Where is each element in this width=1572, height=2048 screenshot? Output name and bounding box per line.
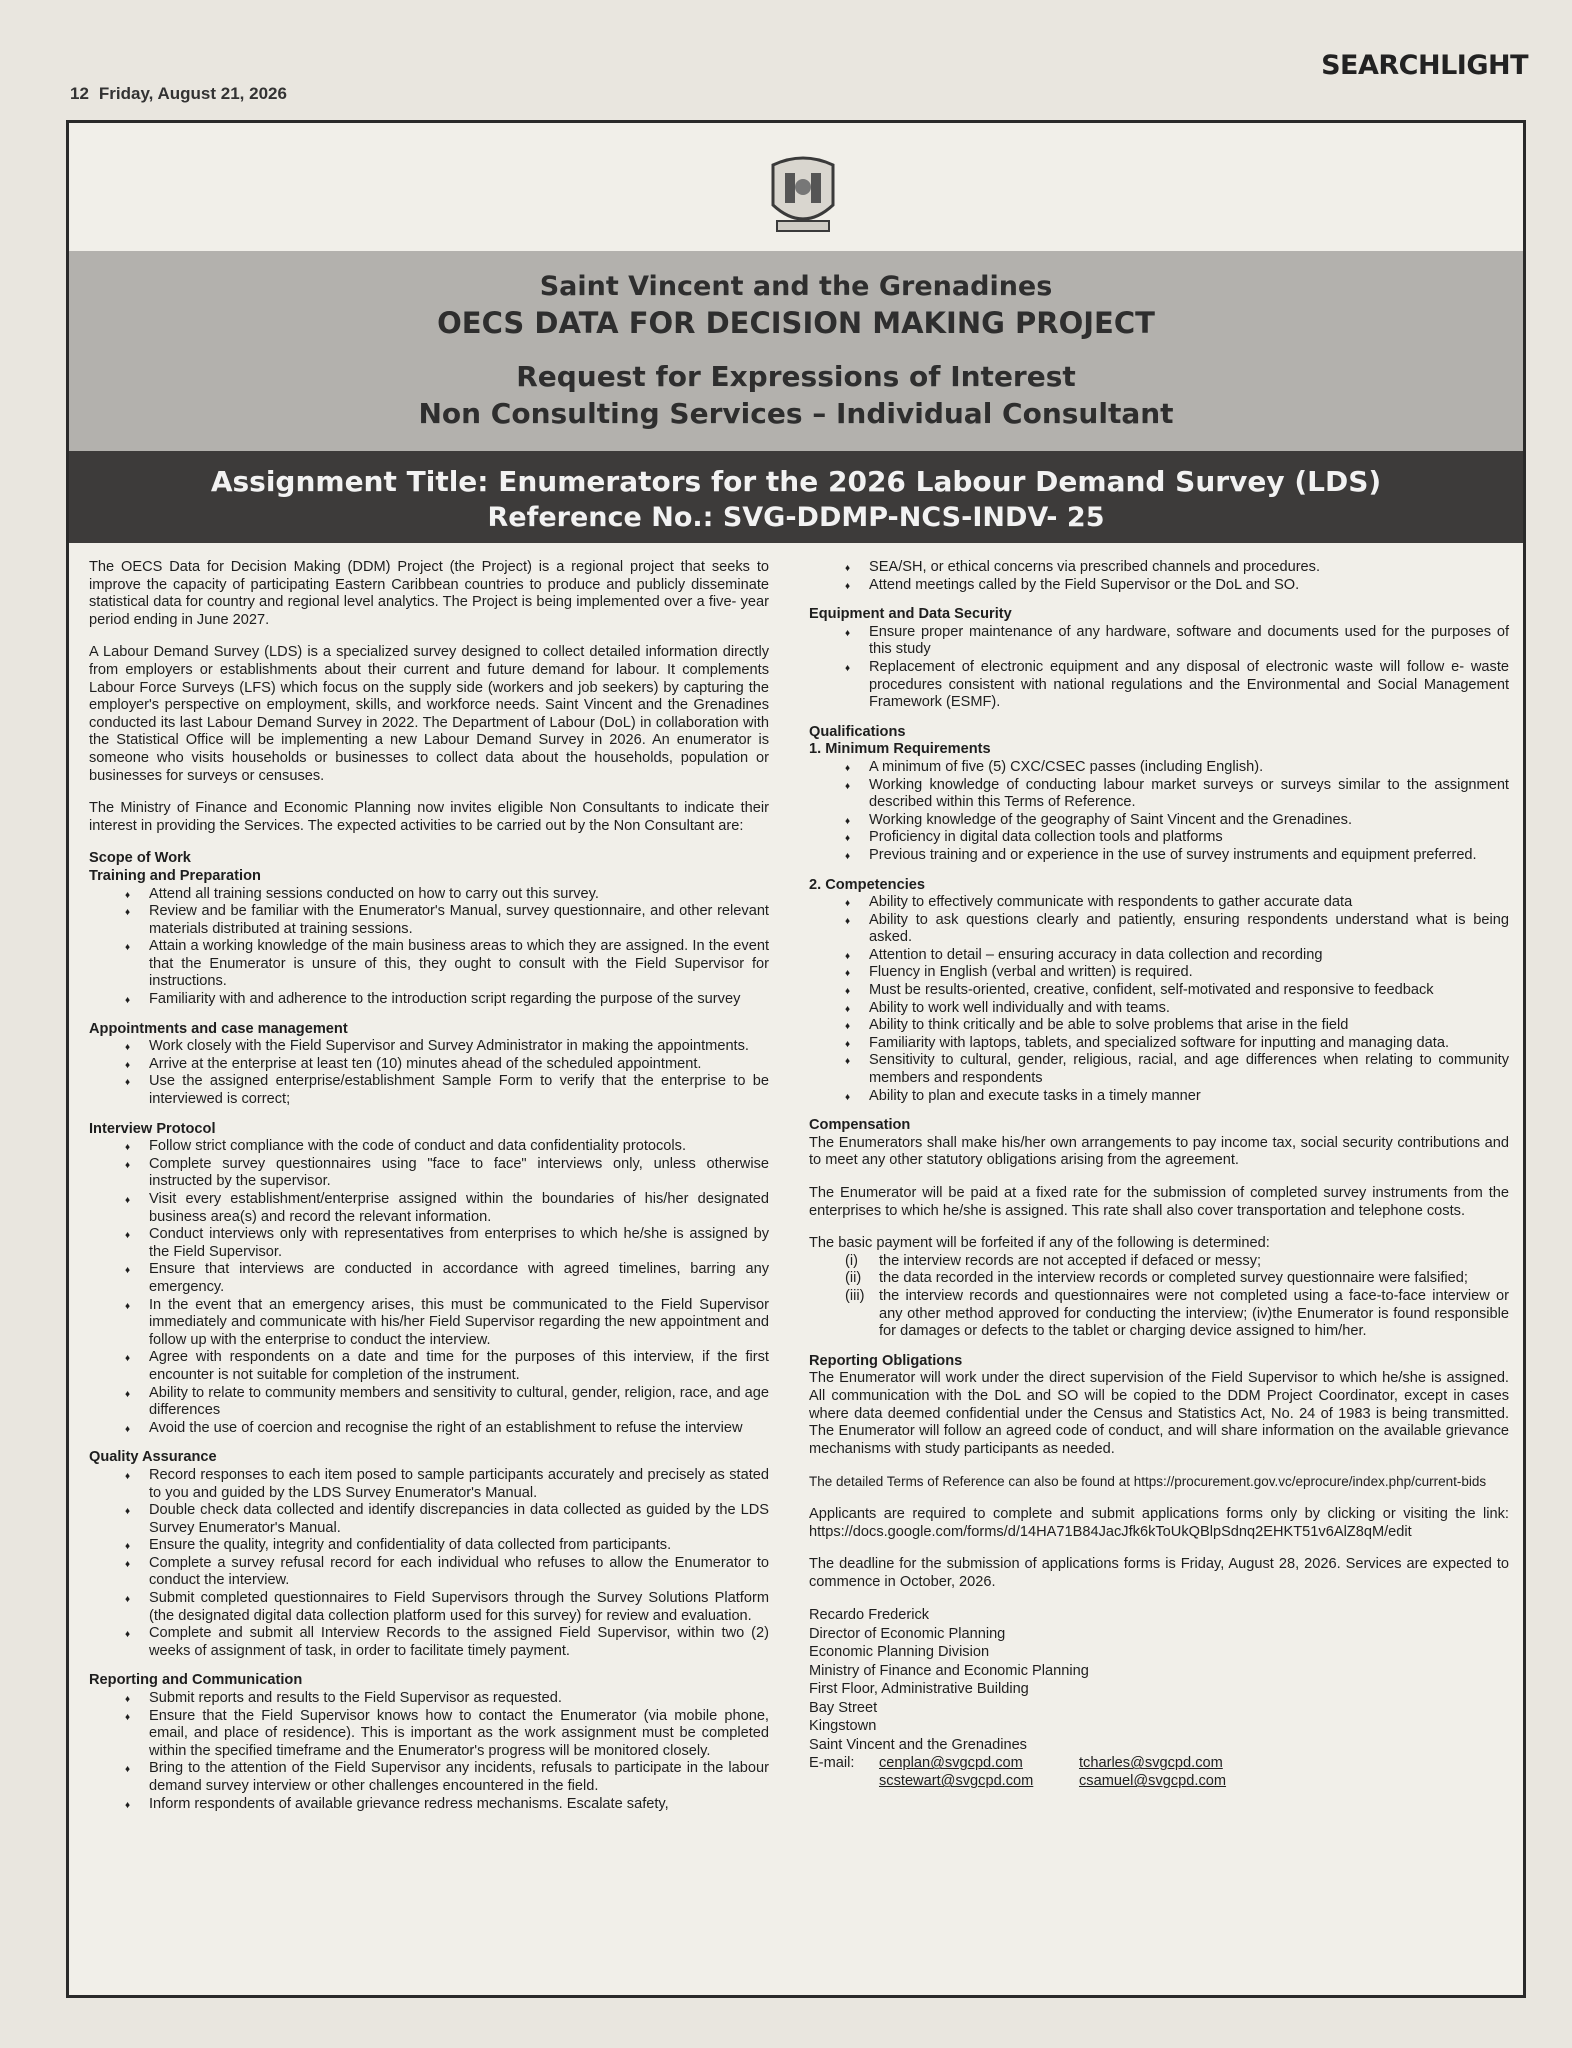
intro-paragraph: The Ministry of Finance and Economic Planning now invites eligible Non Consultants to indicate their interest in providing the Services. The expected activities to be carried out by the Non Consultant are: (89, 800, 769, 834)
quality-list (89, 1467, 769, 1661)
intro-paragraph: The OECS Data for Decision Making (DDM) Project (the Project) is a regional project that seeks to improve the capacity of participating Eastern Caribbean countries to produce and publicly disseminate statistical data for country and regional level analytics. The Project is being implemented over a five- year period ending in June 2027. (89, 559, 769, 628)
assignment-title: Assignment Title: Enumerators for the 2026 Labour Demand Survey (LDS) (210, 465, 1382, 498)
section-heading: Appointments and case management (89, 1020, 348, 1037)
list-item: ♦ Use the assigned enterprise/establishment Sample Form to verify that the enterprise to be interviewed is correct; (89, 1073, 769, 1108)
list-item: ♦ Ability to ask questions clearly and patiently, ensuring respondents understand what is being asked. (809, 912, 1509, 947)
signature-line: Bay Street (809, 1699, 878, 1716)
reference-number: Reference No.: SVG-DDMP-NCS-INDV- 25 (487, 502, 1105, 533)
application-instructions: Applicants are required to complete and submit applications forms only by clicking or visiting the link: https://docs.google.com/forms/d/14HA71B84JacJfk6kToUkQBlpSdnq2EHKT51v6AlZ8qM/edit (809, 1505, 1509, 1540)
list-item: ♦ Record responses to each item posed to sample participants accurately and precisely as stated to you and guided by the LDS Survey Enumerator's Manual. (89, 1467, 769, 1502)
list-item: ♦ Ensure that the Field Supervisor knows how to contact the Enumerator (via mobile phone, email, and place of residence). This is important as the work assignment must be completed within the specified timeframe and the Enumerator's progress will be monitored closely. (89, 1708, 769, 1761)
section-heading: Equipment and Data Security (809, 606, 1012, 623)
obligations-paragraph: The Enumerator will work under the direct supervision of the Field Supervisor to which he/she is assigned. All communication with the DoL and SO will be copied to the DDM Project Coordinator, except in cases where data deemed confidential under the Census and Statistics Act, No. 24 of 1983 is being transmitted. The Enumerator will follow an agreed code of conduct, and will share information on the available grievance mechanisms with study participants as needed. (809, 1370, 1509, 1457)
list-item: ♦ Conduct interviews only with representatives from enterprises to which he/she is assigned by the Field Supervisor. (89, 1226, 769, 1261)
compensation-paragraph: The Enumerators shall make his/her own arrangements to pay income tax, social security contributions and to meet any other statutory obligations arising from the agreement. (809, 1134, 1509, 1169)
compensation-paragraph: The Enumerator will be paid at a fixed rate for the submission of completed survey instruments from the enterprises to which he/she is assigned. This rate shall also cover transportation and telephone costs. (809, 1185, 1509, 1219)
list-item: ♦ In the event that an emergency arises, this must be communicated to the Field Supervisor immediately and communicate with his/her Field Supervisor regarding the new appointment and follow up with the enterprise to conduct the interview. (89, 1297, 769, 1350)
section-heading: Compensation (809, 1117, 911, 1134)
list-item: ♦ Attend all training sessions conducted on how to carry out this survey. (89, 886, 769, 904)
email-link[interactable]: tcharles@svgcpd.com (1079, 1755, 1223, 1772)
section-heading: Training and Preparation (89, 867, 261, 884)
section-heading: Qualifications (809, 723, 906, 740)
list-item: ♦ Working knowledge of conducting labour market surveys or surveys similar to the assignment described within this Terms of Reference. (809, 777, 1509, 812)
list-item: ♦ Follow strict compliance with the code of conduct and data confidentiality protocols. (89, 1138, 769, 1156)
list-item: ♦ Ability to effectively communicate with respondents to gather accurate data (809, 894, 1509, 912)
list-item: ♦ Visit every establishment/enterprise assigned within the boundaries of his/her designated business area(s) and record the relevant information. (89, 1191, 769, 1226)
list-item: ♦ Must be results-oriented, creative, confident, self-motivated and responsive to feedback (809, 982, 1509, 1000)
appointments-list (89, 1038, 769, 1108)
list-item: ♦ Fluency in English (verbal and written) is required. (809, 964, 1509, 982)
list-item: ♦ Submit completed questionnaires to Field Supervisors through the Survey Solutions Platform (the designated digital data collection platform used for this survey) for review and evaluation. (89, 1590, 769, 1625)
list-number: (i) (845, 1252, 858, 1269)
section-heading: 1. Minimum Requirements (809, 741, 991, 758)
list-item: ♦ Review and be familiar with the Enumerator's Manual, survey questionnaire, and other relevant materials distributed at training sessions. (89, 903, 769, 938)
compensation-paragraph: The basic payment will be forfeited if any of the following is determined: (809, 1235, 1270, 1252)
advertisement-frame (66, 120, 1526, 1998)
section-heading: 2. Competencies (809, 876, 925, 893)
list-item: ♦ Double check data collected and identify discrepancies in data collected as guided by the LDS Survey Enumerator's Manual. (89, 1502, 769, 1537)
list-item: ♦ Ability to plan and execute tasks in a timely manner (809, 1088, 1509, 1106)
list-item: ♦ Replacement of electronic equipment and any disposal of electronic waste will follow e- waste procedures consistent with national regulations and the Environmental and Social Management Framework (ESMF). (809, 659, 1509, 712)
list-item: ♦ Attain a working knowledge of the main business areas to which they are assigned. In the event that the Enumerator is unsure of this, they ought to consult with the Field Supervisor for instructions. (89, 938, 769, 991)
equipment-list (809, 624, 1509, 712)
list-number: (iii) (845, 1287, 865, 1304)
list-item: ♦ Work closely with the Field Supervisor and Survey Administrator in making the appointments. (89, 1038, 769, 1056)
signature-block (809, 1606, 1509, 1754)
competencies-list (809, 894, 1509, 1105)
deadline-paragraph: The deadline for the submission of applications forms is Friday, August 28, 2026. Services are expected to commence in October, 2026. (809, 1556, 1509, 1590)
signature-line: Economic Planning Division (809, 1644, 990, 1661)
section-heading: Reporting and Communication (89, 1672, 303, 1689)
reporting-list (89, 1690, 769, 1813)
list-item: ♦ SEA/SH, or ethical concerns via prescribed channels and procedures. (809, 559, 1509, 577)
email-label: E-mail: (809, 1755, 855, 1772)
interview-list (89, 1138, 769, 1437)
list-item: ♦ Avoid the use of coercion and recognise the right of an establishment to refuse the interview (89, 1420, 769, 1438)
list-item: ♦ Ensure proper maintenance of any hardware, software and documents used for the purposes of this study (809, 624, 1509, 659)
list-text: the interview records are not accepted if defaced or messy; (879, 1252, 1262, 1269)
list-item: ♦ Ensure the quality, integrity and confidentiality of data collected from participants. (89, 1537, 769, 1555)
page-date: Friday, August 21, 2026 (98, 84, 287, 103)
title-banner (69, 251, 1523, 451)
list-item: ♦ Proficiency in digital data collection tools and platforms (809, 829, 1509, 847)
list-number: (ii) (845, 1270, 862, 1287)
list-text: the data recorded in the interview records or completed survey questionnaire were falsified; (879, 1270, 1468, 1287)
section-heading: Quality Assurance (89, 1449, 217, 1466)
list-item: ♦ Previous training and or experience in the use of survey instruments and equipment preferred. (809, 847, 1509, 865)
list-item: ♦ Complete a survey refusal record for each individual who refuses to allow the Enumerator to conduct the interview. (89, 1555, 769, 1590)
assignment-banner (69, 451, 1523, 543)
email-link[interactable]: csamuel@svgcpd.com (1079, 1773, 1227, 1790)
list-item: ♦ Ability to relate to community members and sensitivity to cultural, gender, religion, race, and age differences (89, 1385, 769, 1420)
list-text: the interview records and questionnaires were not completed using a face-to-face interview or any other method approved for conducting the interview; (iv)the Enumerator is found responsible for damages or defects to the tablet or charging device assigned to him/her. (879, 1287, 1509, 1340)
email-link[interactable]: cenplan@svgcpd.com (879, 1755, 1023, 1772)
country-title: Saint Vincent and the Grenadines (539, 271, 1053, 302)
list-item: ♦ Ensure that interviews are conducted in accordance with agreed timelines, barring any emergency. (89, 1261, 769, 1296)
list-item: ♦ Ability to think critically and be able to solve problems that arise in the field (809, 1017, 1509, 1035)
forfeit-list (809, 1253, 1509, 1341)
list-item: ♦ Arrive at the enterprise at least ten (10) minutes ahead of the scheduled appointment. (89, 1056, 769, 1074)
signature-line: Ministry of Finance and Economic Planning (809, 1662, 1089, 1679)
list-item: ♦ Working knowledge of the geography of Saint Vincent and the Grenadines. (809, 812, 1509, 830)
list-item: ♦ Bring to the attention of the Field Supervisor any incidents, refusals to participate in the labour demand survey interview or other challenges encountered in the field. (89, 1760, 769, 1795)
section-heading: Reporting Obligations (809, 1352, 963, 1369)
list-item: ♦ Ability to work well individually and with teams. (809, 1000, 1509, 1018)
list-item: ♦ Sensitivity to cultural, gender, religious, racial, and age differences when relating to community members and respondents (809, 1052, 1509, 1087)
signature-line: First Floor, Administrative Building (809, 1681, 1029, 1698)
signature-line: Recardo Frederick (809, 1607, 930, 1624)
left-column (89, 559, 769, 1825)
intro-paragraph: A Labour Demand Survey (LDS) is a specialized survey designed to collect detailed information directly from employers or establishments about their current and future demand for labour. It complements Labour Force Surveys (LFS) which focus on the supply side (workers and job seekers) by capturing the employer's perspective on employment, skills, and workforce needs. Saint Vincent and the Grenadines conducted its last Labour Demand Survey in 2022. The Department of Labour (DoL) in collaboration with the Statistical Office will be implementing a new Labour Demand Survey in 2026. An enumerator is someone who visits households or businesses to collect data about the households, population or businesses for surveys or censuses. (89, 644, 769, 784)
terms-of-reference-note: The detailed Terms of Reference can also be found at https://procurement.gov.vc/eprocure/index.php/current-bids (809, 1474, 1487, 1490)
section-heading: Scope of Work (89, 850, 191, 867)
coat-of-arms-icon (763, 147, 843, 243)
email-link[interactable]: scstewart@svgcpd.com (879, 1773, 1034, 1790)
list-item: ♦ Attend meetings called by the Field Supervisor or the DoL and SO. (809, 577, 1509, 595)
list-item (809, 1270, 1509, 1288)
signature-line: Kingstown (809, 1718, 877, 1735)
list-item: ♦ Agree with respondents on a date and time for the purposes of this interview, if the first encounter is not suitable for completion of the instrument. (89, 1349, 769, 1384)
list-item: ♦ Familiarity with laptops, tablets, and specialized software for inputting and managing data. (809, 1035, 1509, 1053)
page-number: 12 (70, 84, 89, 103)
list-item: ♦ Attention to detail – ensuring accuracy in data collection and recording (809, 947, 1509, 965)
list-item (809, 1253, 1509, 1271)
section-heading: Interview Protocol (89, 1120, 216, 1137)
project-title: OECS DATA FOR DECISION MAKING PROJECT (437, 306, 1155, 340)
list-item (809, 1288, 1509, 1341)
signature-line: Saint Vincent and the Grenadines (809, 1736, 1027, 1753)
reporting-list-continued (809, 559, 1509, 594)
list-item: ♦ Complete and submit all Interview Records to the assigned Field Supervisor, within two (2) weeks of assignment of task, in order to facilitate timely payment. (89, 1625, 769, 1660)
request-title: Request for Expressions of Interest (516, 360, 1076, 393)
service-type-title: Non Consulting Services – Individual Consultant (418, 397, 1174, 430)
list-item: ♦ A minimum of five (5) CXC/CSEC passes (including English). (809, 759, 1509, 777)
right-column (809, 559, 1509, 1790)
page-header (70, 84, 287, 104)
training-list (89, 886, 769, 1009)
newspaper-masthead: SEARCHLIGHT (1321, 50, 1528, 81)
list-item: ♦ Complete survey questionnaires using "face to face" interviews only, unless otherwise instructed by the supervisor. (89, 1156, 769, 1191)
signature-line: Director of Economic Planning (809, 1625, 1006, 1642)
list-item: ♦ Submit reports and results to the Field Supervisor as requested. (89, 1690, 769, 1708)
list-item: ♦ Inform respondents of available grievance redress mechanisms. Escalate safety, (89, 1796, 769, 1814)
minimum-requirements-list (809, 759, 1509, 865)
email-block (809, 1754, 1509, 1790)
list-item: ♦ Familiarity with and adherence to the introduction script regarding the purpose of the survey (89, 991, 769, 1009)
